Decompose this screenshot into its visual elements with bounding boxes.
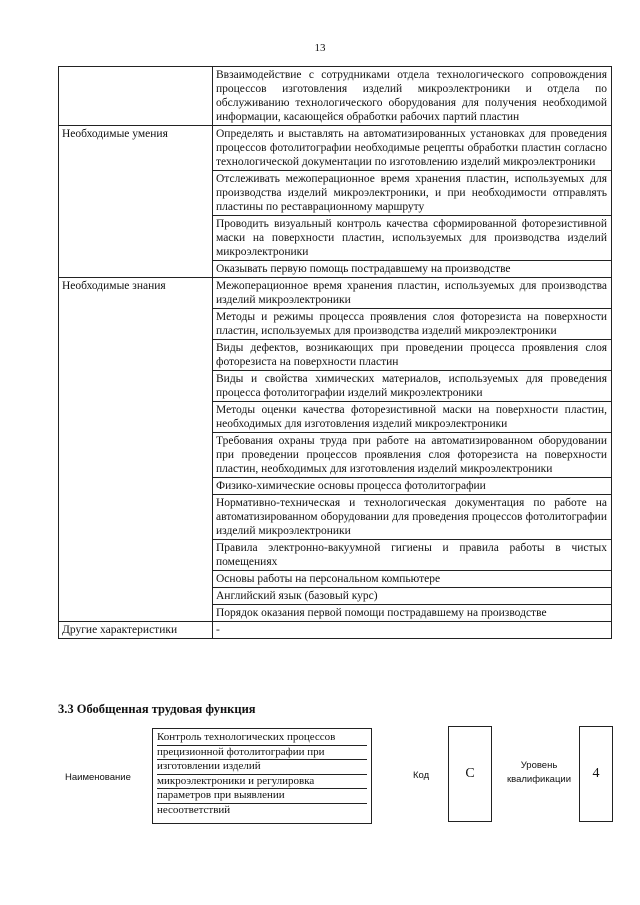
- row-item: Виды и свойства химических материалов, используемых для проведения процесса фотолитографии изделий микроэлектроники: [213, 371, 612, 402]
- row-item: Проводить визуальный контроль качества сформированной фоторезистивной маски на поверхности пластин, используемых для производства изделий микроэлектроники: [213, 216, 612, 261]
- row-item: Порядок оказания первой помощи пострадавшему на производстве: [213, 605, 612, 622]
- function-name-line: изготовлении изделий: [157, 760, 367, 775]
- function-name-box: [152, 728, 372, 824]
- qualification-level-value: 4: [579, 726, 613, 822]
- page-number: 13: [314, 42, 326, 54]
- function-name-line: несоответствий: [157, 803, 231, 816]
- row-item: Нормативно-техническая и технологическая документация по работе на автоматизированном оборудовании для проведения процессов фотолитографии изделий микроэлектроники: [213, 495, 612, 540]
- row-item: Определять и выставлять на автоматизированных установках для проведения процессов фотолитографии необходимые рецепты обработки пластин согласно технологической документации по изготовлению изделий микроэлектроники: [213, 126, 612, 171]
- skills-table: [58, 66, 612, 639]
- row-item: Ввзаимодействие с сотрудниками отдела технологического сопровождения процессов изготовления изделий микроэлектроники и отдела по обслуживанию технологического оборудования для получения необходимой информации, касающейся обработки рабочих партий пластин: [213, 67, 612, 126]
- code-value: С: [448, 726, 492, 822]
- section-title: 3.3 Обобщенная трудовая функция: [58, 702, 256, 716]
- row-item: Методы и режимы процесса проявления слоя фоторезиста на поверхности пластин, используемых для производства изделий микроэлектроники: [213, 309, 612, 340]
- code-label: Код: [413, 770, 430, 781]
- table-row: [59, 126, 612, 171]
- row-item: Физико-химические основы процесса фотолитографии: [213, 478, 612, 495]
- row-item: Методы оценки качества фоторезистивной маски на поверхности пластин, необходимых для изготовления изделий микроэлектроники: [213, 402, 612, 433]
- table-row: [59, 622, 612, 639]
- row-item: Правила электронно-вакуумной гигиены и правила работы в чистых помещениях: [213, 540, 612, 571]
- row-item: Межоперационное время хранения пластин, используемых для производства изделий микроэлектроники: [213, 278, 612, 309]
- function-name-line: микроэлектроники и регулировка: [157, 775, 367, 790]
- qualification-level-label: Уровень квалификации: [506, 760, 572, 785]
- row-item: Оказывать первую помощь пострадавшему на производстве: [213, 261, 612, 278]
- row-label: [59, 67, 213, 126]
- skills-table-body: [59, 67, 612, 639]
- row-item: Основы работы на персональном компьютере: [213, 571, 612, 588]
- row-label: Другие характеристики: [59, 622, 213, 639]
- row-item: -: [213, 622, 612, 639]
- row-label: Необходимые знания: [59, 278, 213, 622]
- row-label: Необходимые умения: [59, 126, 213, 278]
- row-item: Требования охраны труда при работе на автоматизированном оборудовании при проведении процессов проявления слоя фоторезиста на поверхности пластин, необходимых для изготовления изделий микроэлектроники: [213, 433, 612, 478]
- function-name-line: параметров при выявлении: [157, 789, 367, 804]
- row-item: Английский язык (базовый курс): [213, 588, 612, 605]
- table-row: [59, 67, 612, 126]
- row-item: Отслеживать межоперационное время хранения пластин, используемых для производства изделий микроэлектроники, и при необходимости отправлять пластины по реставрационному маршруту: [213, 171, 612, 216]
- table-row: [59, 278, 612, 309]
- function-name-line: прецизионной фотолитографии при: [157, 746, 367, 761]
- row-item: Виды дефектов, возникающих при проведении процесса проявления слоя фоторезиста на поверхности пластин: [213, 340, 612, 371]
- name-label: Наименование: [65, 772, 131, 783]
- function-name-line: Контроль технологических процессов: [157, 731, 367, 746]
